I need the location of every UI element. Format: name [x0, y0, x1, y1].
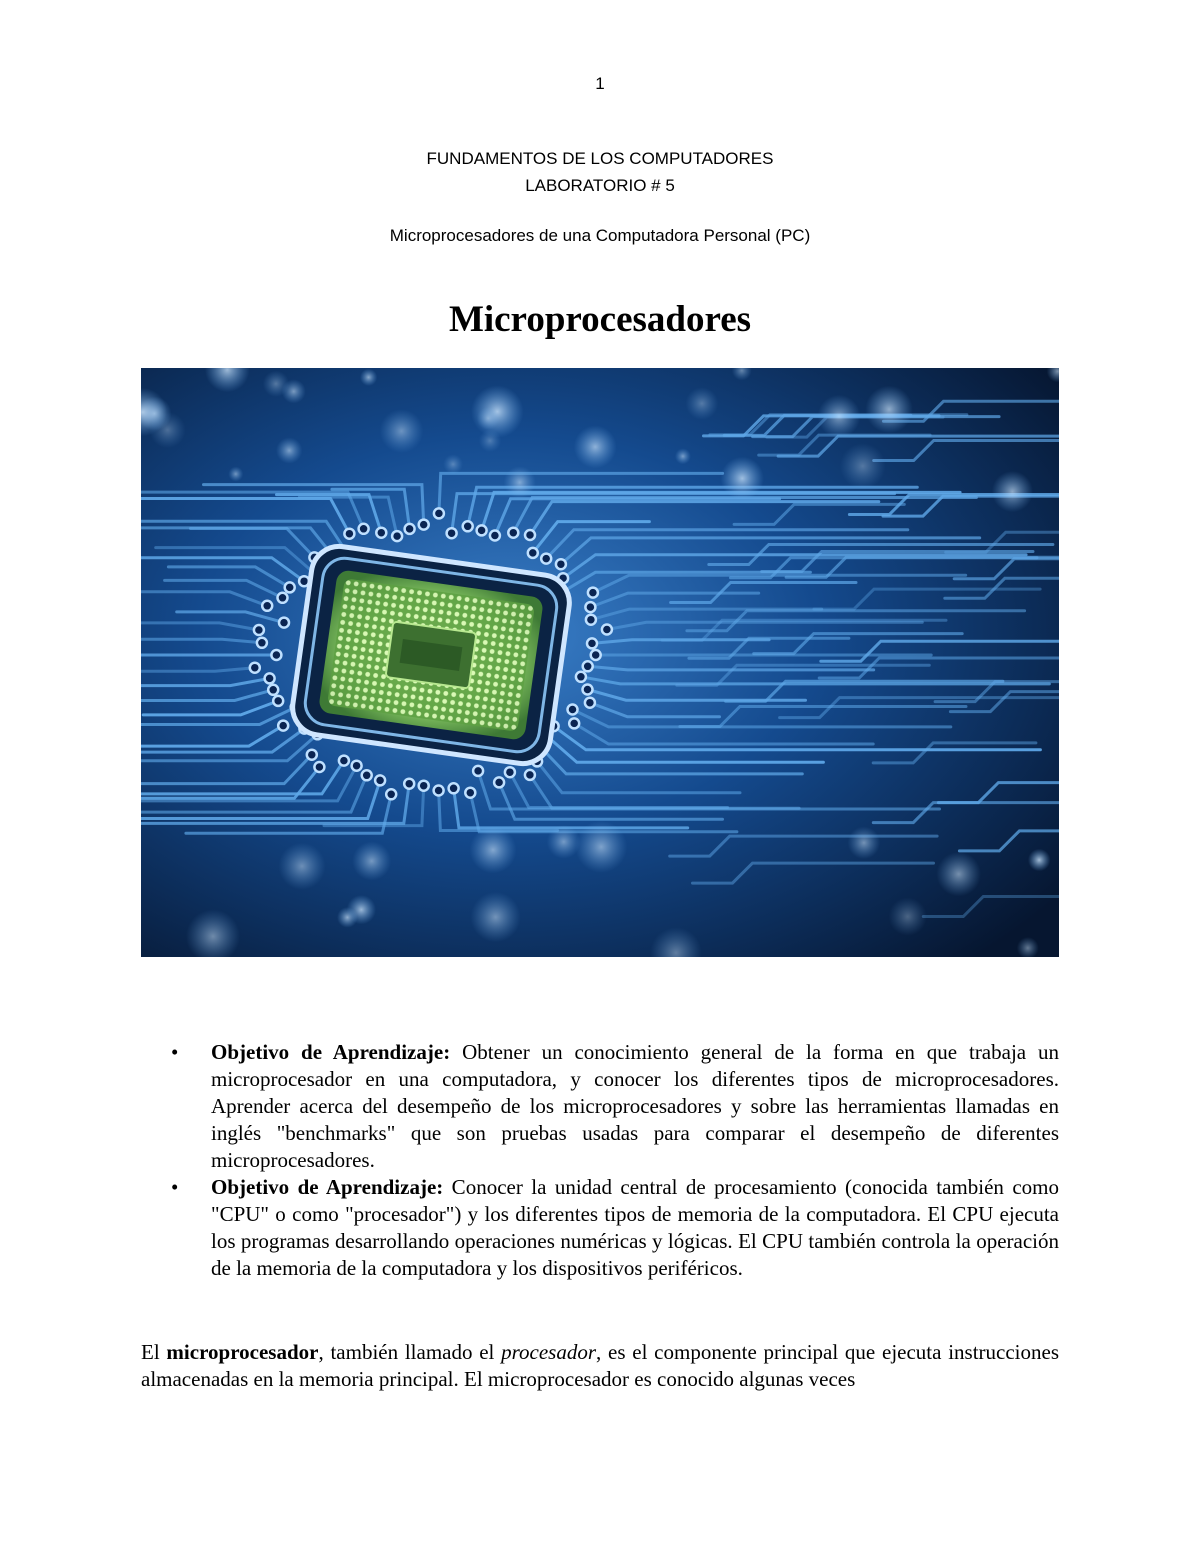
solder-pad [556, 559, 566, 569]
bokeh-light [1028, 849, 1051, 872]
bokeh-light [282, 379, 306, 403]
bokeh-light [686, 387, 719, 420]
bokeh-light [470, 826, 517, 873]
solder-pad [375, 775, 385, 785]
solder-pad [494, 777, 504, 787]
bokeh-light [380, 409, 424, 453]
solder-pad [250, 663, 260, 673]
page-number: 1 [595, 74, 605, 93]
solder-pad [508, 528, 518, 538]
solder-pad [405, 524, 415, 534]
solder-pad [359, 524, 369, 534]
solder-pad [434, 508, 444, 518]
solder-pad [386, 789, 396, 799]
bokeh-light [675, 448, 691, 464]
solder-pad [465, 788, 475, 798]
solder-pad [404, 779, 414, 789]
bokeh-light [471, 892, 521, 942]
page-title: Microprocesadores [448, 299, 752, 340]
intro-text: , también llamado el [318, 1340, 502, 1364]
solder-pad [568, 705, 578, 715]
objective-text: Conocer la unidad central de procesamiento (conocida también como "CPU" o como "procesador") y los diferentes tipos de memoria de la computadora. El CPU ejecuta los programas desarrollando operaciones numéricas y lógicas. El CPU también controla la operación de la memoria de la computadora y los dispositivos periféricos. [211, 1175, 1059, 1280]
bokeh-light [347, 895, 376, 924]
objective-item [141, 1174, 1059, 1282]
solder-pad [352, 761, 362, 771]
bokeh-light [575, 821, 627, 873]
document-header [0, 145, 1200, 199]
solder-pad [447, 528, 457, 538]
learning-objectives [141, 1039, 1059, 1282]
intro-paragraph [141, 1339, 1059, 1393]
solder-pad [362, 770, 372, 780]
bokeh-light [547, 825, 581, 859]
bokeh-light [818, 395, 861, 438]
bokeh-light [992, 471, 1033, 512]
bokeh-light [848, 827, 881, 860]
solder-pad [473, 766, 483, 776]
solder-pad [505, 767, 515, 777]
intro-text: , es el componente principal que ejecuta instrucciones almacenadas en la memoria principal. El microprocesador es conocido algunas veces [141, 1340, 1059, 1391]
document-subtitle: Microprocesadores de una Computadora Personal (PC) [389, 226, 811, 245]
solder-pad [265, 673, 275, 683]
solder-pad [583, 685, 593, 695]
bokeh-light [840, 443, 886, 489]
solder-pad [262, 601, 272, 611]
solder-pad [602, 625, 612, 635]
solder-pad [419, 520, 429, 530]
solder-pad [344, 529, 354, 539]
bokeh-light [360, 369, 377, 386]
bokeh-light [936, 852, 981, 897]
intro-text: El [141, 1340, 167, 1364]
term-procesador: procesador [501, 1340, 597, 1364]
solder-pad [576, 672, 586, 682]
solder-pad [591, 650, 601, 660]
solder-pad [419, 781, 429, 791]
solder-pad [587, 638, 597, 648]
objective-text: Obtener un conocimiento general de la forma en que trabaja un microprocesador en una computadora, y conocer los diferentes tipos de microprocesadores. Aprender acerca del desempeño de los microprocesadores y sobre las herramientas llamadas en inglés "benchmarks" que son pruebas usadas para comparar el desempeño de diferentes microprocesadores. [211, 1040, 1059, 1172]
bokeh-light [276, 437, 302, 463]
solder-pad [583, 661, 593, 671]
solder-pad [525, 530, 535, 540]
solder-pad [279, 618, 289, 628]
course-title: FUNDAMENTOS DE LOS COMPUTADORES [426, 149, 774, 168]
solder-pad [490, 531, 500, 541]
solder-pad [569, 718, 579, 728]
solder-pad [477, 525, 487, 535]
solder-pad [257, 638, 267, 648]
solder-pad [339, 756, 349, 766]
cpu-chip [289, 543, 573, 767]
solder-pad [392, 531, 402, 541]
bullet-icon: • [171, 1040, 179, 1064]
solder-pad [463, 521, 473, 531]
bokeh-light [443, 454, 463, 474]
solder-pad [278, 721, 288, 731]
solder-pad [285, 582, 295, 592]
solder-pad [528, 548, 538, 558]
solder-pad [254, 625, 264, 635]
objective-item [141, 1039, 1059, 1174]
term-microprocesador: microprocesador [166, 1340, 319, 1364]
objective-label: Objetivo de Aprendizaje: [211, 1175, 444, 1199]
microprocessor-image [141, 368, 1059, 957]
objective-label: Objetivo de Aprendizaje: [211, 1040, 451, 1064]
solder-pad [585, 602, 595, 612]
bokeh-light [504, 466, 536, 498]
solder-pad [586, 615, 596, 625]
bokeh-light [279, 843, 326, 890]
solder-pad [376, 528, 386, 538]
solder-pad [307, 750, 317, 760]
solder-pad [525, 770, 535, 780]
bokeh-light [228, 467, 243, 482]
solder-pad [449, 783, 459, 793]
solder-pad [268, 685, 278, 695]
bokeh-light [574, 425, 617, 468]
lab-number: LABORATORIO # 5 [525, 176, 675, 195]
bullet-icon: • [171, 1175, 179, 1199]
bokeh-light [865, 386, 913, 434]
bokeh-light [477, 407, 500, 430]
solder-pad [278, 593, 288, 603]
solder-pad [273, 696, 283, 706]
solder-pad [585, 698, 595, 708]
bokeh-light [721, 457, 764, 500]
bokeh-light [889, 898, 927, 936]
solder-pad [434, 786, 444, 796]
solder-pad [588, 588, 598, 598]
solder-pad [314, 762, 324, 772]
solder-pad [541, 554, 551, 564]
solder-pad [271, 650, 281, 660]
bokeh-light [352, 842, 391, 881]
